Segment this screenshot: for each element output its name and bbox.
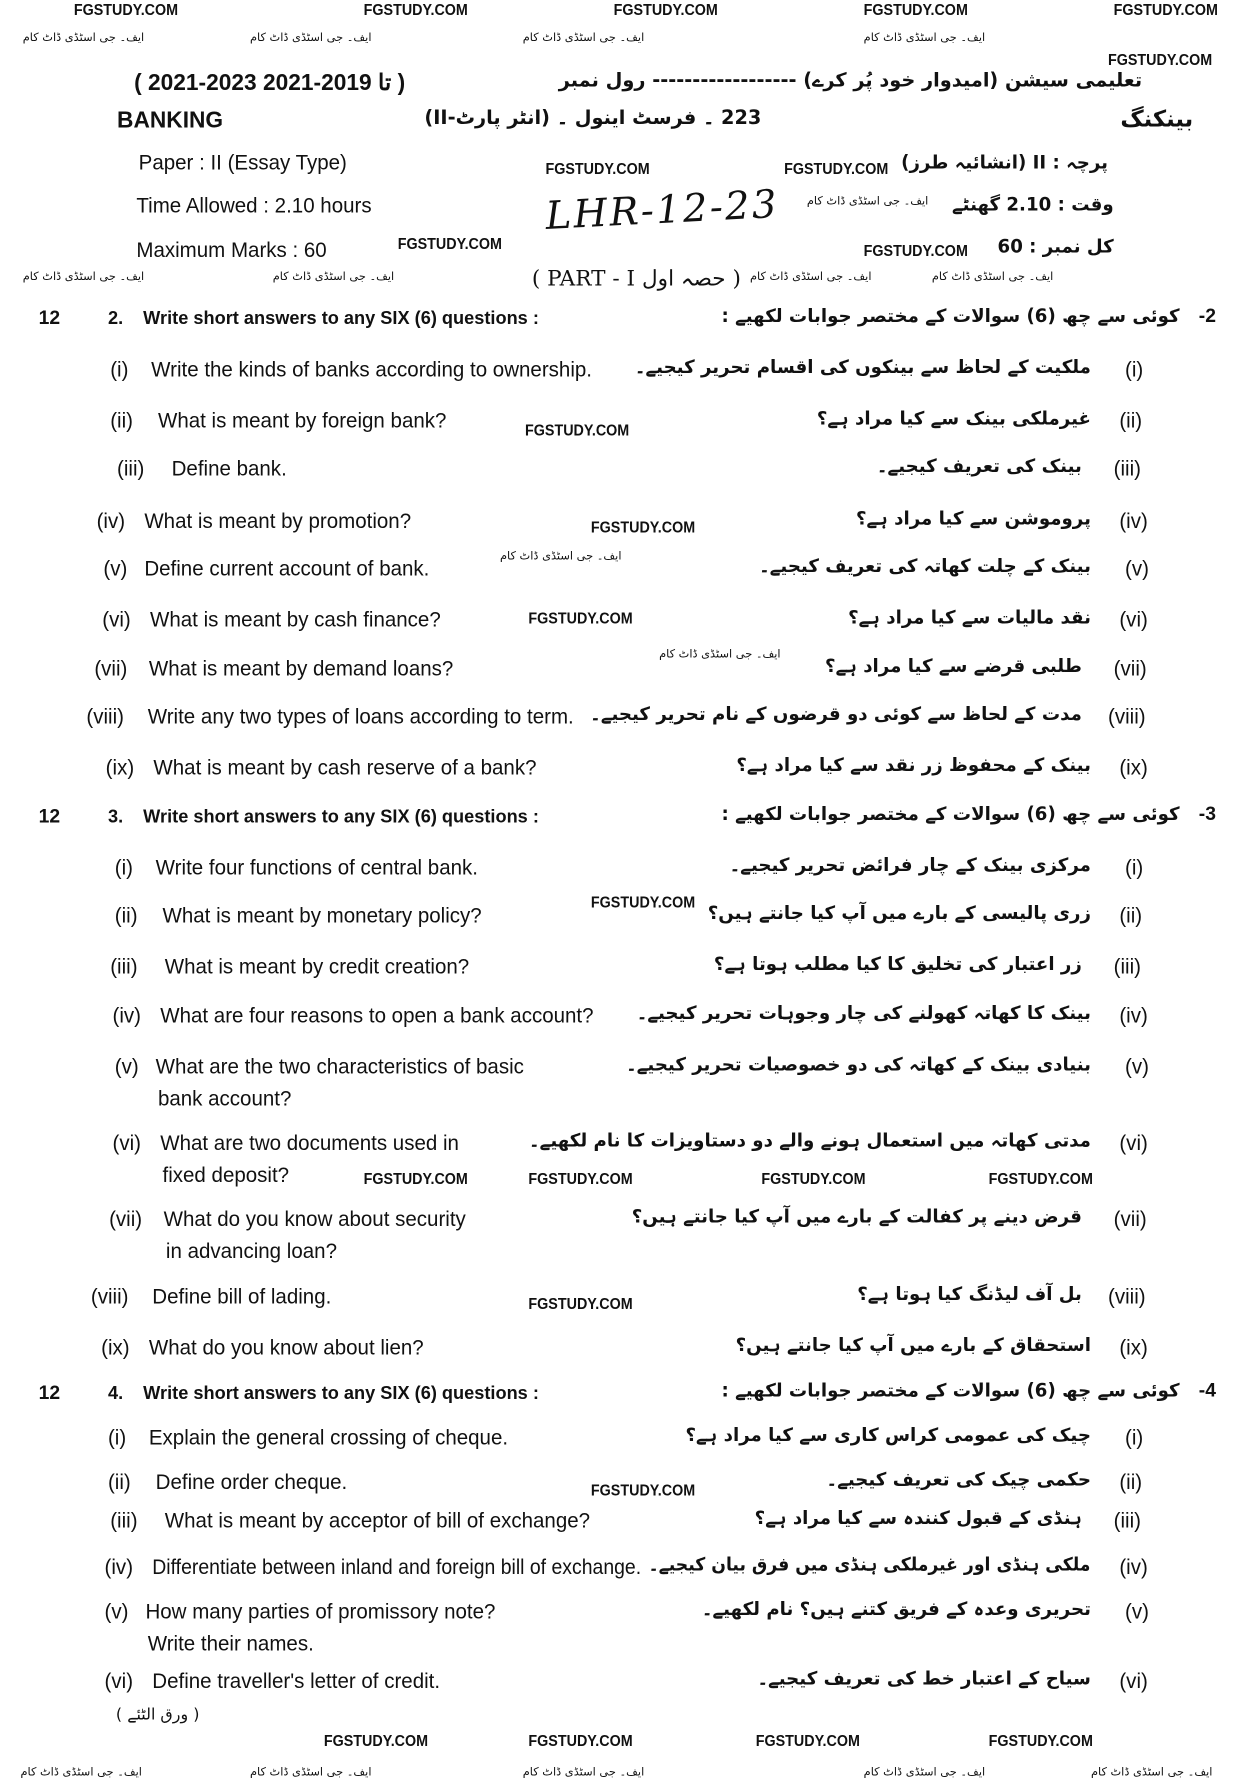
watermark: FGSTUDY.COM	[525, 420, 630, 440]
section-instruction: Write short answers to any SIX (6) questions :	[143, 309, 539, 329]
question-text: Define bank.	[171, 457, 287, 482]
question-text: Write the kinds of banks according to ownership.	[151, 358, 593, 383]
question-number-urdu: (i)	[1125, 358, 1144, 383]
question-text-urdu: بینک کے محفوظ زر نقد سے کیا مراد ہے؟	[736, 754, 1091, 776]
watermark: FGSTUDY.COM	[1113, 0, 1218, 19]
question-number: (i)	[110, 358, 129, 383]
section-instruction-urdu: کوئی سے چھ (6) سوالات کے مختصر جوابات لکھیے :	[721, 803, 1180, 825]
question-number: (iv)	[112, 1004, 141, 1029]
watermark: FGSTUDY.COM	[528, 1294, 633, 1313]
question-text: Write any two types of loans according to term.	[147, 705, 574, 730]
question-text-urdu: غیرملکی بینک سے کیا مراد ہے؟	[816, 407, 1091, 429]
question-number-urdu: (vi)	[1119, 1131, 1148, 1156]
watermark: FGSTUDY.COM	[528, 1731, 633, 1750]
question-number-urdu: (viii)	[1107, 705, 1146, 730]
question-number-urdu: (viii)	[1107, 1285, 1146, 1310]
question-text: What is meant by credit creation?	[164, 955, 470, 980]
question-number: (ix)	[105, 756, 135, 781]
question-text: What is meant by cash finance?	[150, 608, 441, 633]
section-instruction: Write short answers to any SIX (6) questions :	[143, 807, 539, 827]
watermark-urdu: ایف۔ جی اسٹڈی ڈاٹ کام	[20, 1766, 142, 1779]
question-text: Define bill of lading.	[152, 1285, 332, 1310]
watermark-urdu: ایف۔ جی اسٹڈی ڈاٹ کام	[863, 31, 986, 45]
watermark-urdu: ایف۔ جی اسٹڈی ڈاٹ کام	[522, 31, 645, 45]
part-heading: ( PART - I حصہ اول )	[531, 266, 741, 292]
question-number: (iii)	[110, 1509, 138, 1534]
question-text: What are four reasons to open a bank account?	[160, 1004, 594, 1029]
question-text: What is meant by foreign bank?	[157, 409, 447, 434]
maximum-marks: Maximum Marks : 60	[136, 238, 327, 263]
question-text-urdu: زر اعتبار کی تخلیق کا کیا مطلب ہوتا ہے؟	[713, 953, 1082, 975]
question-text-urdu: حکمی چیک کی تعریف کیجیے۔	[826, 1468, 1091, 1490]
question-text-urdu: پروموشن سے کیا مراد ہے؟	[855, 507, 1091, 529]
section-number-urdu: -4	[1198, 1379, 1216, 1402]
watermark-urdu: ایف۔ جی اسٹڈی ڈاٹ کام	[863, 1766, 986, 1779]
question-text: What is meant by cash reserve of a bank?	[153, 756, 537, 781]
question-number: (viii)	[90, 1285, 129, 1310]
watermark: FGSTUDY.COM	[863, 241, 968, 260]
question-text-cont: bank account?	[157, 1087, 292, 1112]
question-text-urdu: مرکزی بینک کے چار فرائض تحریر کیجیے۔	[729, 854, 1091, 876]
question-number: (ii)	[110, 409, 134, 434]
watermark-urdu: ایف۔ جی اسٹڈی ڈاٹ کام	[272, 270, 395, 284]
watermark-urdu: ایف۔ جی اسٹڈی ڈاٹ کام	[500, 550, 622, 564]
question-text: Differentiate between inland and foreign bill of exchange.	[152, 1555, 642, 1580]
question-text-urdu: چیک کی عمومی کراس کاری سے کیا مراد ہے؟	[685, 1424, 1091, 1446]
question-text-urdu: زری پالیسی کے بارے میں آپ کیا جانتے ہیں؟	[707, 901, 1091, 924]
question-number: (i)	[114, 856, 134, 881]
question-text: What are two documents used in	[160, 1131, 459, 1156]
section-instruction-urdu: کوئی سے چھ (6) سوالات کے مختصر جوابات لکھیے :	[721, 304, 1180, 327]
question-number: (vii)	[94, 657, 128, 682]
question-text: What is meant by monetary policy?	[162, 904, 482, 929]
subject-urdu: بینکنگ	[1120, 104, 1194, 132]
question-text: Explain the general crossing of cheque.	[148, 1426, 509, 1451]
watermark: FGSTUDY.COM	[1107, 50, 1213, 69]
watermark: FGSTUDY.COM	[545, 159, 650, 178]
time-allowed-urdu: وقت : 2.10 گھنٹے	[952, 193, 1114, 215]
question-number-urdu: (ii)	[1119, 1470, 1143, 1495]
turn-over-note: ( ورق الٹئے )	[115, 1706, 200, 1725]
watermark: FGSTUDY.COM	[528, 608, 633, 627]
question-number-urdu: (iv)	[1119, 1555, 1148, 1580]
question-number-urdu: (i)	[1125, 856, 1144, 881]
section-instruction: Write short answers to any SIX (6) questions :	[143, 1384, 539, 1404]
question-number: (viii)	[86, 705, 124, 730]
watermark: FGSTUDY.COM	[363, 0, 468, 19]
question-text-urdu: بنیادی بینک کے کھاتہ کی دو خصوصیات تحریر کیجیے۔	[626, 1053, 1091, 1075]
question-number: (v)	[103, 557, 128, 582]
question-text-urdu: ہنڈی کے قبول کنندہ سے کیا مراد ہے؟	[754, 1507, 1082, 1529]
question-text: What do you know about lien?	[148, 1336, 424, 1361]
section-number-urdu: -3	[1198, 803, 1216, 825]
watermark: FGSTUDY.COM	[613, 0, 718, 19]
question-text-urdu: بل آف لیڈنگ کیا ہوتا ہے؟	[857, 1282, 1082, 1305]
question-text-urdu: بینک کا کھاتہ کھولنے کی چار وجوہات تحریر کیجیے۔	[636, 1002, 1091, 1024]
section-marks: 12	[38, 805, 61, 827]
question-number-urdu: (iv)	[1119, 1004, 1148, 1029]
question-text-urdu: قرض دینے پر کفالت کے بارے میں آپ کیا جانتے ہیں؟	[631, 1205, 1082, 1228]
watermark-urdu: ایف۔ جی اسٹڈی ڈاٹ کام	[931, 270, 1054, 284]
question-number: (i)	[107, 1426, 127, 1451]
question-text: What is meant by demand loans?	[148, 657, 454, 682]
question-text-urdu: ملکیت کے لحاظ سے بینکوں کی اقسام تحریر کیجیے۔	[634, 356, 1091, 378]
session-years: ( 2021-2023 تا 2019-2021 )	[134, 70, 406, 96]
paper-label: Paper : II (Essay Type)	[138, 151, 347, 176]
question-number-urdu: (iv)	[1119, 509, 1148, 534]
question-text-urdu: طلبی قرضے سے کیا مراد ہے؟	[825, 655, 1082, 677]
question-text: Define current account of bank.	[144, 557, 430, 582]
watermark-urdu: ایف۔ جی اسٹڈی ڈاٹ کام	[659, 648, 781, 661]
watermark: FGSTUDY.COM	[863, 0, 968, 19]
question-number: (ii)	[114, 904, 138, 929]
question-number-urdu: (v)	[1125, 1600, 1149, 1625]
question-number-urdu: (vi)	[1119, 1669, 1148, 1694]
question-number-urdu: (vii)	[1113, 657, 1147, 682]
watermark: FGSTUDY.COM	[590, 892, 696, 912]
section-marks: 12	[38, 307, 61, 329]
time-allowed: Time Allowed : 2.10 hours	[136, 194, 372, 219]
watermark: FGSTUDY.COM	[988, 1169, 1093, 1188]
watermark: FGSTUDY.COM	[73, 0, 179, 19]
question-number: (vi)	[102, 608, 131, 633]
question-number: (vii)	[109, 1207, 143, 1232]
section-number: 3.	[107, 807, 124, 827]
section-number: 4.	[107, 1384, 124, 1404]
section-number-urdu: -2	[1198, 304, 1216, 327]
question-text-urdu: مدتی کھاتہ میں استعمال ہونے والے دو دستاویزات کا نام لکھیے۔	[529, 1129, 1091, 1152]
question-text: Define traveller's letter of credit.	[152, 1669, 441, 1694]
question-text: How many parties of promissory note?	[145, 1600, 496, 1625]
board-code-handwritten: LHR-12-23	[544, 181, 780, 240]
question-text: Write four functions of central bank.	[155, 856, 478, 881]
watermark-urdu: ایف۔ جی اسٹڈی ڈاٹ کام	[250, 31, 372, 45]
question-text: What is meant by promotion?	[144, 509, 412, 534]
question-number: (v)	[114, 1055, 139, 1080]
question-text: Define order cheque.	[155, 1470, 348, 1495]
question-number-urdu: (ix)	[1119, 1336, 1148, 1361]
watermark-urdu: ایف۔ جی اسٹڈی ڈاٹ کام	[22, 270, 145, 284]
question-text-urdu: بینک کے چلت کھاتہ کی تعریف کیجیے۔	[759, 555, 1091, 577]
watermark: FGSTUDY.COM	[323, 1731, 429, 1750]
question-number: (v)	[104, 1600, 129, 1625]
question-text-urdu: مدت کے لحاظ سے کوئی دو قرضوں کے نام تحریر کیجیے۔	[590, 702, 1082, 725]
question-number-urdu: (v)	[1125, 557, 1149, 582]
watermark: FGSTUDY.COM	[590, 517, 696, 536]
question-number-urdu: (v)	[1125, 1055, 1149, 1080]
section-number: 2.	[107, 309, 124, 329]
question-number-urdu: (iii)	[1113, 955, 1142, 980]
question-text-cont: Write their names.	[147, 1632, 314, 1657]
subject-english: BANKING	[117, 108, 224, 134]
watermark-urdu: ایف۔ جی اسٹڈی ڈاٹ کام	[750, 270, 872, 284]
maximum-marks-urdu: کل نمبر : 60	[997, 235, 1114, 258]
watermark: FGSTUDY.COM	[784, 159, 889, 178]
question-text-urdu: سیاح کے اعتبار خط کی تعریف کیجیے۔	[757, 1667, 1091, 1690]
exam-title-urdu: 223 ۔ فرسٹ اینول ۔ (انٹر پارٹ-II)	[424, 106, 762, 130]
watermark: FGSTUDY.COM	[528, 1169, 633, 1188]
question-number-urdu: (ii)	[1119, 904, 1143, 929]
question-text-urdu: بینک کی تعریف کیجیے۔	[876, 454, 1082, 477]
question-text-cont: in advancing loan?	[165, 1239, 337, 1264]
question-number: (vi)	[104, 1669, 134, 1694]
question-number: (vi)	[112, 1131, 141, 1156]
session-roll-no: تعلیمی سیشن (امیدوار خود پُر کرے) ------------------ رول نمبر	[558, 69, 1143, 93]
question-text: What do you know about security	[163, 1207, 466, 1232]
watermark-urdu: ایف۔ جی اسٹڈی ڈاٹ کام	[22, 31, 145, 45]
question-text: What are the two characteristics of basic	[155, 1055, 524, 1080]
watermark: FGSTUDY.COM	[363, 1169, 468, 1188]
question-number: (iv)	[104, 1555, 134, 1580]
watermark: FGSTUDY.COM	[397, 234, 502, 253]
watermark-urdu: ایف۔ جی اسٹڈی ڈاٹ کام	[250, 1766, 372, 1779]
question-text-cont: fixed deposit?	[162, 1163, 290, 1188]
question-number-urdu: (iii)	[1113, 1509, 1142, 1534]
question-number-urdu: (i)	[1125, 1426, 1144, 1451]
question-number-urdu: (iii)	[1113, 457, 1142, 482]
question-number-urdu: (vi)	[1119, 608, 1148, 633]
question-number-urdu: (ii)	[1119, 409, 1143, 434]
watermark: FGSTUDY.COM	[755, 1731, 860, 1750]
question-text-urdu: نقد مالیات سے کیا مراد ہے؟	[848, 606, 1091, 628]
question-number: (ii)	[107, 1470, 131, 1495]
question-number: (iii)	[110, 955, 138, 980]
watermark-urdu: ایف۔ جی اسٹڈی ڈاٹ کام	[1090, 1766, 1213, 1779]
section-marks: 12	[38, 1381, 61, 1404]
section-instruction-urdu: کوئی سے چھ (6) سوالات کے مختصر جوابات لکھیے :	[721, 1379, 1180, 1402]
watermark-urdu: ایف۔ جی اسٹڈی ڈاٹ کام	[522, 1766, 645, 1779]
question-number: (iv)	[96, 509, 126, 534]
question-number-urdu: (vii)	[1113, 1207, 1147, 1232]
watermark: FGSTUDY.COM	[988, 1731, 1093, 1750]
question-number: (ix)	[101, 1336, 130, 1361]
question-text: What is meant by acceptor of bill of exchange?	[164, 1509, 591, 1534]
question-text-urdu: ملکی ہنڈی اور غیرملکی ہنڈی میں فرق بیان کیجیے۔	[649, 1553, 1091, 1576]
question-number-urdu: (ix)	[1119, 756, 1148, 781]
paper-label-urdu: پرچہ : II (انشائیہ طرز)	[901, 151, 1108, 173]
question-number: (iii)	[117, 457, 145, 482]
question-text-urdu: استحقاق کے بارے میں آپ کیا جانتے ہیں؟	[735, 1334, 1091, 1356]
question-text-urdu: تحریری وعدہ کے فریق کتنے ہیں؟ نام لکھیے۔	[701, 1598, 1091, 1620]
watermark-urdu: ایف۔ جی اسٹڈی ڈاٹ کام	[806, 195, 929, 209]
watermark: FGSTUDY.COM	[761, 1169, 866, 1188]
watermark: FGSTUDY.COM	[590, 1480, 696, 1500]
